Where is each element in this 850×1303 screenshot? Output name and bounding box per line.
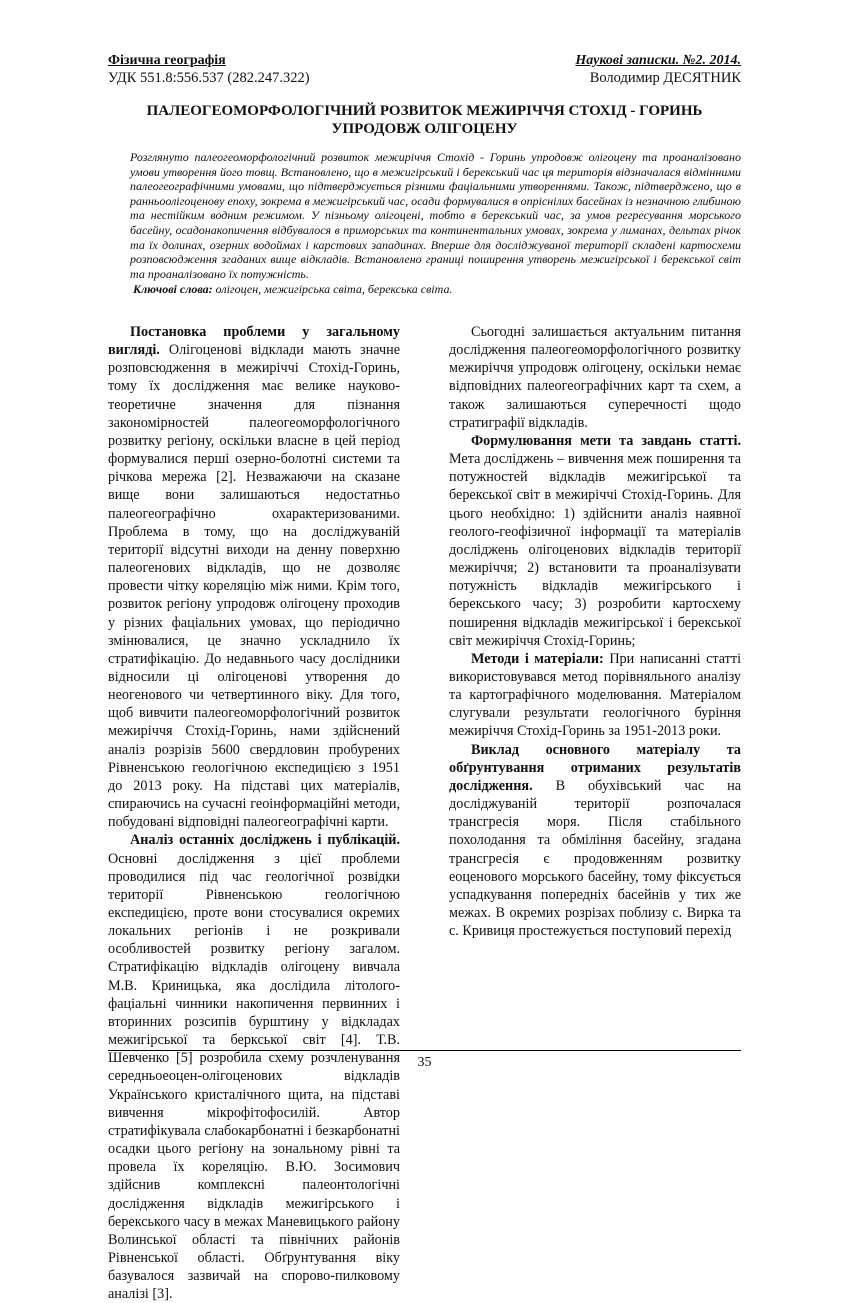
left-column [108, 323, 400, 1303]
paragraph-literature: Аналіз останніх досліджень і публікацій. Основні дослідження з цієї проблеми проводилися під час геологічної розвідки території Рівненською геологічною експедицією, проте вони стосувалися окремих локальних регіонів і не розкривали особливостей розвитку регіону загалом. Стратифікацію відкладів олігоцену вивчала М.В. Криницька, яка дослідила літолого-фаціальні чинники накопичення первинних і вторинних розсипів бурштину у відкладах межигірської та беркської світ [4]. Т.В. Шевченко [5] розробила схему розчленування середньоеоцен-олігоценових відкладів Українського кристалічного щита, на підставі вивчення мікрофітофосилій. Автор стратифікувала слабокарбонатні і безкарбонатні осадки цього регіону на зональному рівні та провела їх кореляцію. В.Ю. Зосимович здійснив комплексні палеонтологічні дослідження відкладів межигірського і берекського часу в межах Маневицького району Волинської області та північних районів Рівненської області. Обґрунтування віку базувалося зазвичай на спорово-пилковому аналізі [3]. [108, 832, 400, 1303]
footer-rule [108, 1050, 741, 1051]
udc-code: УДК 551.8:556.537 (282.247.322) [108, 70, 310, 86]
page-number: 35 [417, 1055, 432, 1070]
paragraph-relevance: Сьогодні залишається актуальним питання дослідження палеогеоморфологічного розвитку межиріччя упродовж олігоцену, оскільки немає відповідних палеогеографічних карт та схем, а також залишаються суперечності щодо стратиграфії відкладів. [449, 324, 741, 431]
journal-page [108, 52, 742, 1303]
section-name: Фізична географія [108, 53, 226, 68]
paragraph-goals: Формулювання мети та завдань статті. Мета досліджень – вивчення меж поширення та потужностей відкладів межигірської та берекської світ в межиріччі Стохід-Горинь. Для цього необхідно: 1) здійснити аналіз наявної геолого-геофізичної інформації та матеріалів досліджень олігоценових відкладів території межиріччя; 2) встановити та проаналізувати потужність відкладів межигірського і берекського часу; 3) розробити картосхему поширення відкладів межигірської і берекської світ межиріччя Стохід-Горинь; [449, 432, 741, 649]
keywords-value: олігоцен, межигірська світа, берекська світа. [215, 282, 453, 297]
heading-main: Виклад основного матеріалу та обґрунтування отриманих результатів дослідження. [449, 741, 741, 794]
keywords [108, 282, 741, 297]
paragraph-main: Виклад основного матеріалу та обґрунтування отриманих результатів дослідження. В обухівський час на досліджуваній території розпочалася трансгресія моря. Після стабільного похолодання та обміління басейну, згадана трансгресія є продовженням розвитку еоценового морського басейну, тому фіксується успадкування попередніх басейнів у тих же межах. В окремих розрізах поблизу с. Вирка та с. Кривиця простежується поступовий перехід [449, 741, 741, 940]
journal-name: Наукові записки. №2. 2014. [575, 53, 741, 68]
heading-goals: Формулювання мети та завдань статті. [471, 432, 741, 449]
paragraph-problem: Постановка проблеми у загальному вигляді. Олігоценові відклади мають значне розповсюдження в межиріччі Стохід-Горинь, тому їх дослідження має велике науково-теоретичне значення для пізнання закономірностей палеогеоморфологічного розвитку регіону, оскільки власне в цей період формувалися перші озерно-болотні системи та річкова мережа [2]. Незважаючи на сказане вище вони залишаються недостатньо палеогеографічно охарактеризованими. Проблема в тому, що на досліджуваній території відсутні виходи на денну поверхню палеогенових відкладів, що не дозволяє провести чітку кореляцію між ними. Крім того, розвиток регіону упродовж олігоцену проходив у різних фаціальних умовах, що періодично змінювалися, це значно ускладнило їх стратифікацію. До недавнього часу дослідники відносили ці олігоценові утворення до неогенового чи четвертинного віку. Для того, щоб вивчити палеогеоморфологічний розвиток межиріччя Стохід-Горинь, нами здійснений аналіз розрізів 5600 свердловин пробурених Рівненською геологічною експедицією з 1951 до 2013 року. На підставі цих матеріалів, спираючись на сучасні геоінформаційні методи, побудовані відповідні палеогеографічні карти. [108, 324, 400, 831]
abstract: Розглянуто палеогеоморфологічний розвиток межиріччя Стохід - Горинь упродовж олігоцену та проаналізовано умови утворення його товщ. Встановлено, що в межигірський і берекський час ця територія відзначалася відмінними палеогеографічними умовами, що підтверджується різними фаціальними утвореннями. Також, підтверджено, що в ранньоолігоценову епоху, зокрема в межигірський час, осади формувалися в опріснілих басейнах із незначною глибиною та нестійким водним режимом. У пізньому олігоцені, тобто в берекський час, за умов регресування морського басейну, осадонакопичення відбувалося в приморських та континентальних умовах, зокрема у лиманах, дельтах річок та їх долинах, озерних водоймах і карстових западинах. Вперше для досліджуваної території складені картосхеми розповсюдження згаданих вище відкладів. Встановлено границі поширення утворень межигірської і берекської світ та проаналізовано їх потужність. [130, 150, 741, 281]
keywords-label: Ключові слова: [133, 282, 213, 297]
article-title: ПАЛЕОГЕОМОРФОЛОГІЧНИЙ РОЗВИТОК МЕЖИРІЧЧЯ СТОХІД - ГОРИНЬ УПРОДОВЖ ОЛІГОЦЕНУ [146, 103, 703, 137]
body-columns [108, 323, 741, 1303]
right-column [449, 323, 741, 1303]
paragraph-methods: Методи і матеріали: При написанні статті використовувався метод порівняльного аналізу та картографічного моделювання. Матеріалом слугували результати геологічного буріння межиріччя Стохід-Горинь за 1951-2013 роки. [449, 650, 742, 740]
author-name: Володимир ДЕСЯТНИК [589, 70, 741, 86]
heading-literature: Аналіз останніх досліджень і публікацій. [130, 832, 400, 849]
heading-methods: Методи і матеріали: [471, 650, 604, 667]
heading-problem: Постановка проблеми у загальному вигляді. [108, 324, 400, 359]
udc-author-line [108, 70, 741, 87]
running-header [108, 52, 741, 69]
